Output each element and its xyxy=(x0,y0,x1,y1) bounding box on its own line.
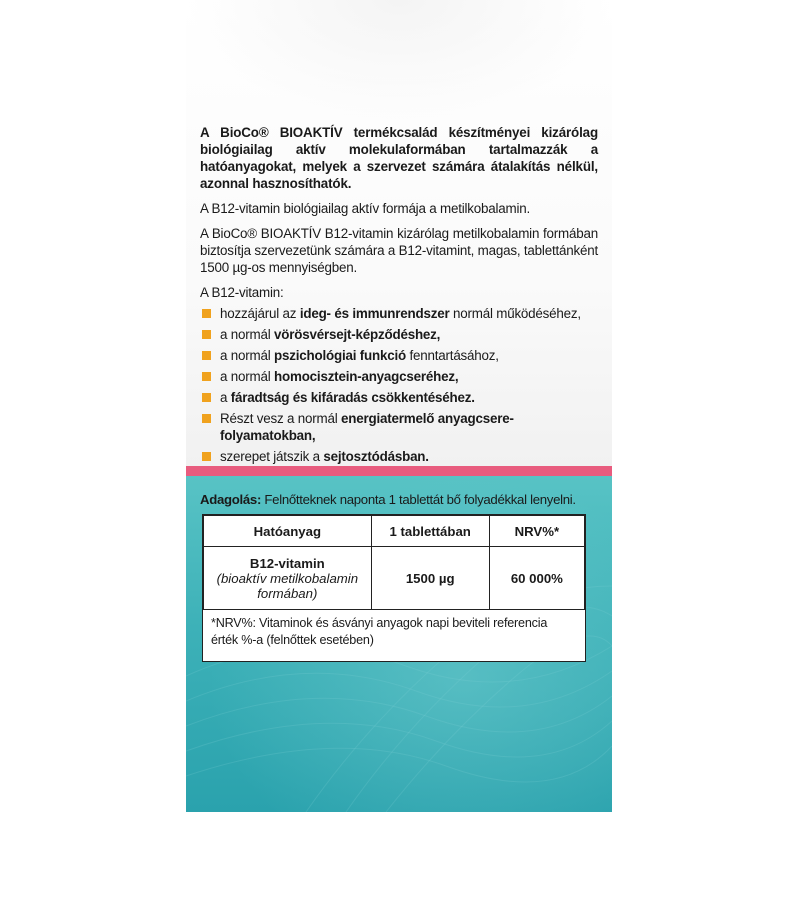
list-item: a normál pszichológiai funkció fenntartásához, xyxy=(200,347,598,364)
dosage-label: Adagolás: xyxy=(200,492,262,507)
square-bullet-icon xyxy=(202,452,211,461)
active-form-paragraph: A B12-vitamin biológiailag aktív formája a metilkobalamin. xyxy=(200,201,531,216)
list-item: a normál homocisztein-anyagcseréhez, xyxy=(200,368,598,385)
benefit-list xyxy=(200,305,598,465)
ingredient-form: (bioaktív metilkobalamin formában) xyxy=(216,570,359,601)
square-bullet-icon xyxy=(202,330,211,339)
description-text xyxy=(200,124,598,469)
nrv-footnote: *NRV%: Vitaminok és ásványi anyagok napi beviteli referencia érték %-a (felnőttek esetében) xyxy=(211,616,548,647)
ingredient-table-box xyxy=(202,514,586,662)
amount-cell: 1500 µg xyxy=(371,547,489,610)
list-item: a normál vörösvérsejt-képződéshez, xyxy=(200,326,598,343)
dosage-line xyxy=(200,492,600,507)
ingredient-table xyxy=(203,515,585,610)
dosage-text: Felnőtteknek naponta 1 tablettát bő folyadékkal lenyelni. xyxy=(261,492,576,507)
list-item: szerepet játszik a sejtosztódásban. xyxy=(200,448,598,465)
nrv-cell: 60 000% xyxy=(489,547,584,610)
square-bullet-icon xyxy=(202,372,211,381)
square-bullet-icon xyxy=(202,351,211,360)
list-item: a fáradtság és kifáradás csökkentéséhez. xyxy=(200,389,598,406)
header-ingredient: Hatóanyag xyxy=(204,516,372,547)
header-amount: 1 tablettában xyxy=(371,516,489,547)
bullets-heading: A B12-vitamin: xyxy=(200,285,284,300)
list-item: Részt vesz a normál energiatermelő anyagcsere-folyamatokban, xyxy=(200,410,598,444)
product-info-panel xyxy=(186,0,612,812)
product-paragraph: A BioCo® BIOAKTÍV B12-vitamin kizárólag metilkobalamin formában biztosítja szervezetünk számára a B12-vitamint, magas, tablettánként 1500 µg-os mennyiségben. xyxy=(200,226,598,275)
square-bullet-icon xyxy=(202,309,211,318)
intro-paragraph: A BioCo® BIOAKTÍV termékcsalád készítményei kizárólag biológiailag aktív molekulaformában tartalmazzák a hatóanyagokat, melyek a szervezet számára átalakítás nélkül, azonnal hasznosíthatók. xyxy=(200,125,598,191)
upper-shade xyxy=(186,0,612,120)
table-row xyxy=(204,547,585,610)
ingredient-cell xyxy=(204,547,372,610)
list-item: hozzájárul az ideg- és immunrendszer normál működéséhez, xyxy=(200,305,598,322)
square-bullet-icon xyxy=(202,414,211,423)
table-header-row xyxy=(204,516,585,547)
ingredient-name: B12-vitamin xyxy=(249,555,325,571)
square-bullet-icon xyxy=(202,393,211,402)
header-nrv: NRV%* xyxy=(489,516,584,547)
